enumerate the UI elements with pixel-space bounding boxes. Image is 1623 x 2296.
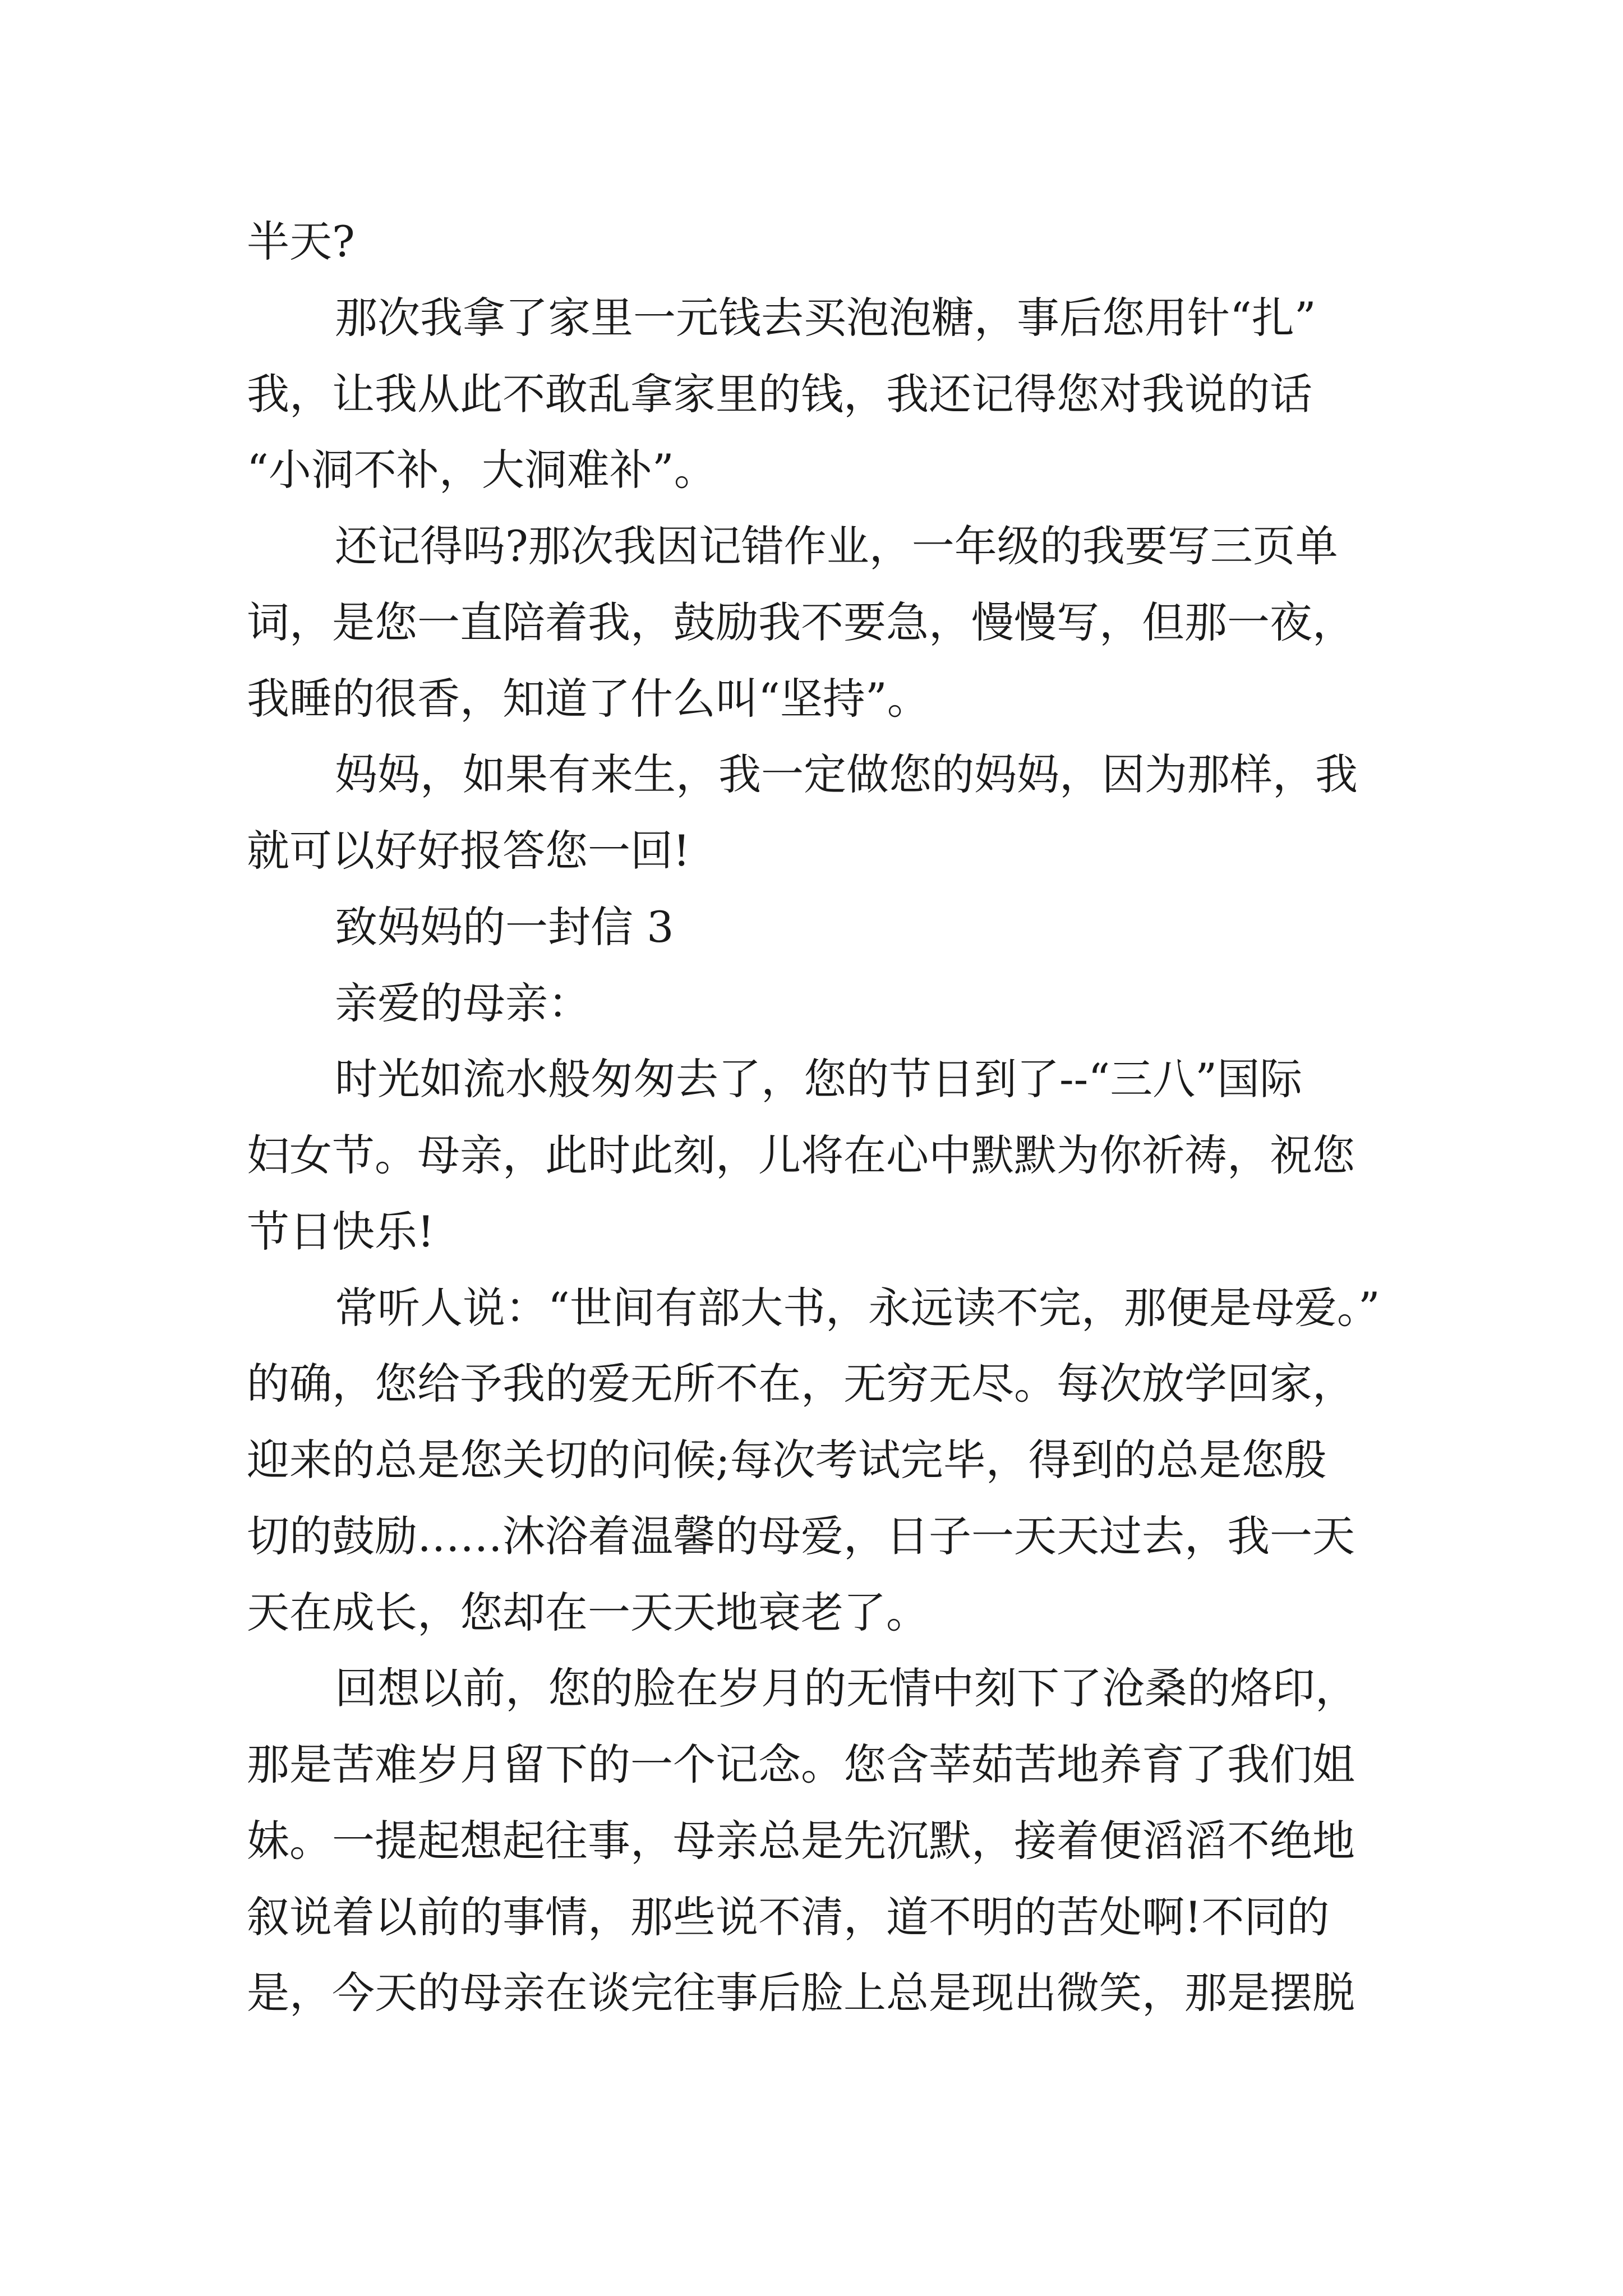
- text-line: 迎来的总是您关切的问候;每次考试完毕，得到的总是您殷: [247, 1435, 1327, 1485]
- text-line: 的确，您给予我的爱无所不在，无穷无尽。每次放学回家，: [247, 1359, 1355, 1409]
- letter-salutation: 亲爱的母亲：: [335, 978, 591, 1028]
- text-line: 我，让我从此不敢乱拿家里的钱，我还记得您对我说的话: [247, 369, 1312, 419]
- text-line: 半天?: [247, 217, 355, 266]
- text-line: 妹。一提起想起往事，母亲总是先沉默，接着便滔滔不绝地: [247, 1816, 1355, 1866]
- text-line: 天在成长，您却在一天天地衰老了。: [247, 1588, 929, 1637]
- text-line: 是，今天的母亲在谈完往事后脸上总是现出微笑，那是摆脱: [247, 1968, 1355, 2018]
- text-line: “小洞不补，大洞难补”。: [247, 445, 717, 495]
- paragraph-start-line: 妈妈，如果有来生，我一定做您的妈妈，因为那样，我: [335, 749, 1358, 799]
- paragraph-start-line: 常听人说：“世间有部大书，永远读不完，那便是母爱。”: [335, 1283, 1380, 1333]
- text-line: 我睡的很香，知道了什么叫“坚持”。: [247, 674, 930, 724]
- paragraph-start-line: 那次我拿了家里一元钱去买泡泡糖，事后您用针“扎”: [335, 293, 1316, 343]
- text-line: 就可以好好报答您一回!: [247, 826, 690, 876]
- paragraph-start-line: 时光如流水般匆匆去了，您的节日到了--“三八”国际: [335, 1054, 1303, 1104]
- paragraph-start-line: 还记得吗?那次我因记错作业，一年级的我要写三页单: [335, 521, 1338, 571]
- text-line: 那是苦难岁月留下的一个记念。您含莘茹苦地养育了我们姐: [247, 1740, 1355, 1789]
- text-line: 叙说着以前的事情，那些说不清，道不明的苦处啊!不同的: [247, 1892, 1330, 1942]
- text-line: 妇女节。母亲，此时此刻，儿将在心中默默为你祈祷，祝您: [247, 1130, 1355, 1180]
- text-line: 切的鼓励……沐浴着温馨的母爱，日子一天天过去，我一天: [247, 1511, 1355, 1561]
- letter-heading: 致妈妈的一封信 3: [335, 902, 674, 952]
- paragraph-start-line: 回想以前，您的脸在岁月的无情中刻下了沧桑的烙印，: [335, 1663, 1358, 1713]
- text-line: 词，是您一直陪着我，鼓励我不要急，慢慢写，但那一夜，: [247, 597, 1355, 647]
- text-line: 节日快乐!: [247, 1207, 435, 1257]
